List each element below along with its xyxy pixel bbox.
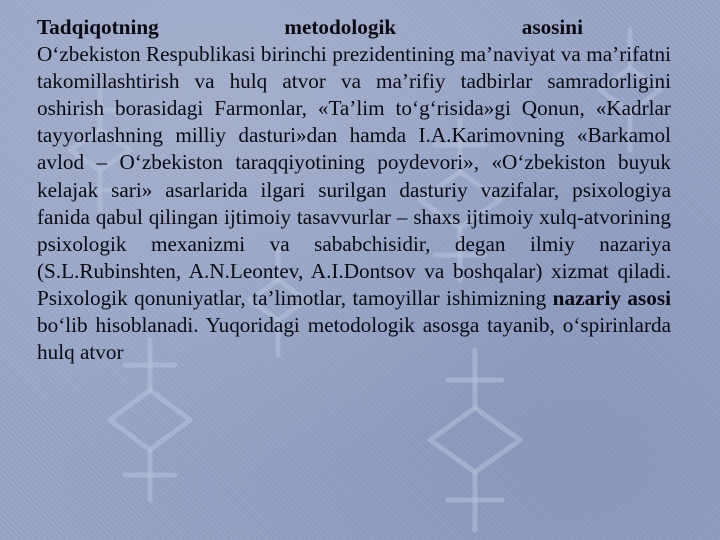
- body-text-part-1: O‘zbekiston Respublikasi birinchi prezidentining ma’naviyat va ma’rifatni takomillashtirish va hulq atvor va ma’rifiy tadbirlar samradorligini oshirish borasidagi Farmonlar, «Ta’lim to‘g‘risida»gi Qonun, «Kadrlar tayyorlashning milliy dasturi»dan hamda I.A.Karimovning «Barkamol avlod – O‘zbekiston taraqqiyotining poydevori», «O‘zbekiston buyuk kelajak sari» asarlarida ilgari surilgan dasturiy vazifalar, psixologiya fanida qabul qilingan ijtimoiy tasavvurlar – shaxs ijtimoiy xulq-atvorining psixologik mexanizmi va sababchisidir, degan ilmiy nazariya (S.L.Rubinshten, A.N.Leontev, A.I.Dontsov va boshqalar) xizmat qiladi. Psixologik qonuniyatlar, ta’limotlar, tamoyillar ishimizning: [37, 42, 671, 310]
- heading-word-3: asosini: [521, 15, 583, 39]
- heading-word-2: metodologik: [284, 15, 397, 39]
- heading-word-1: Tadqiqotning: [37, 15, 159, 39]
- body-text-part-2: bo‘lib hisoblanadi. Yuqoridagi metodologik asosga tayanib, o‘spirinlarda hulq atvor: [37, 313, 671, 365]
- main-text-block: [37, 14, 671, 366]
- body-paragraph: [37, 41, 671, 366]
- section-heading: [37, 14, 583, 41]
- body-emphasis: nazariy asosi: [552, 285, 671, 310]
